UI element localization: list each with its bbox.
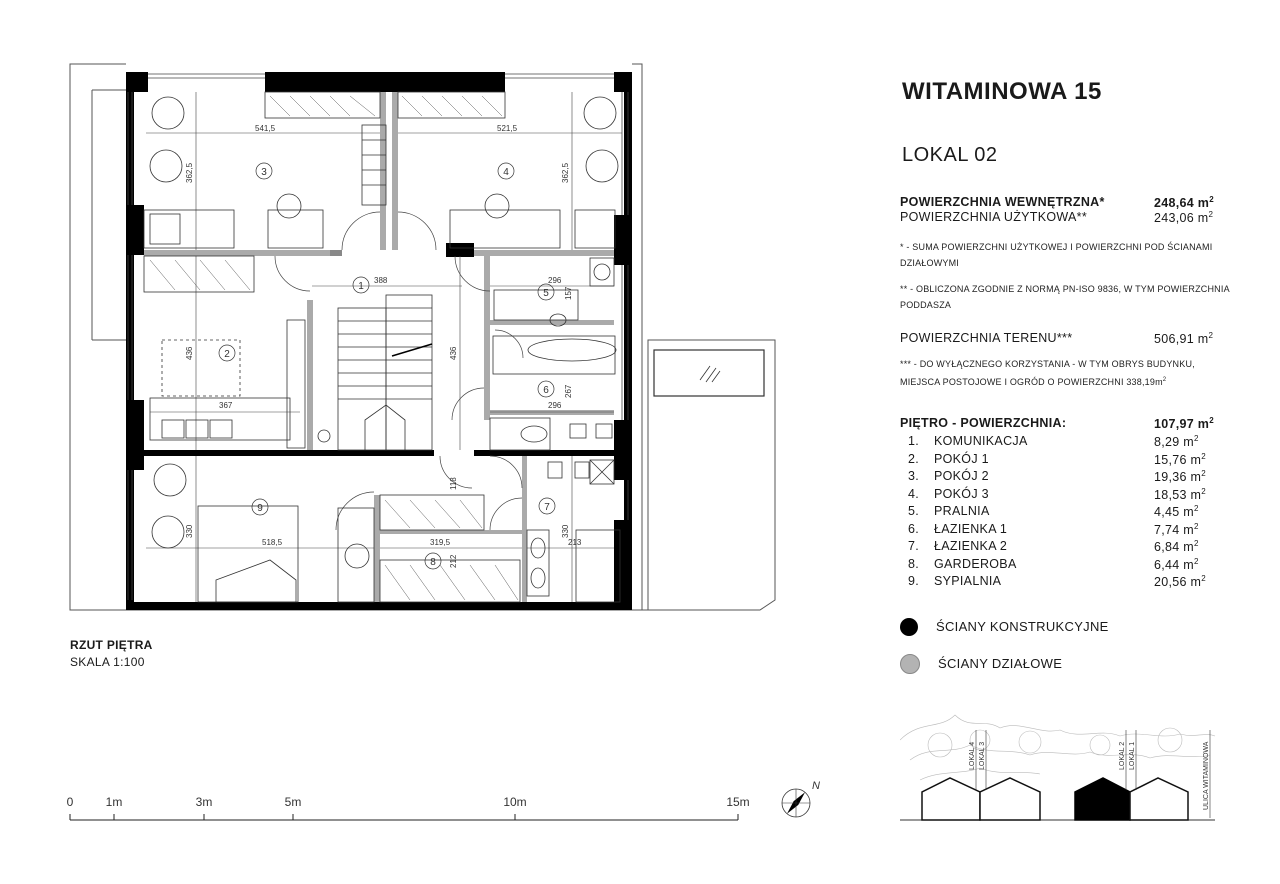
- dimension-label: 330: [185, 524, 194, 538]
- dimension-label: 521,5: [497, 124, 518, 133]
- room-area: 20,56 m: [1154, 575, 1202, 590]
- room-row: 5. PRALNIA 4,45 $m^2$: [908, 504, 1199, 520]
- scale-bar: [67, 795, 750, 820]
- room-number: 1: [358, 281, 364, 292]
- building-lokal-4: [922, 778, 980, 820]
- room-number: 3: [261, 167, 267, 178]
- scale-tick-label: 0: [66, 795, 74, 809]
- unit-title: LOKAL 02: [902, 144, 998, 166]
- room-nr: 7.: [908, 539, 920, 554]
- room-number: 5: [543, 288, 549, 299]
- section-label: LOKAL 2: [1119, 741, 1126, 770]
- room-nr: 6.: [908, 521, 920, 536]
- scale-tick-label: 3m: [195, 795, 213, 809]
- dimension-label: 296: [548, 401, 562, 410]
- room-name: ŁAZIENKA 2: [934, 539, 1008, 554]
- legend-structural-label: ŚCIANY KONSTRUKCYJNE: [936, 619, 1109, 635]
- note-internal: * - SUMA POWIERZCHNI UŻYTKOWEJ I POWIERZCHNI POD ŚCIANAMI DZIAŁOWYMI: [900, 242, 1213, 269]
- building-lokal-3: [980, 778, 1040, 820]
- room-nr: 9.: [908, 574, 920, 589]
- room-area: 15,76 m: [1154, 453, 1202, 468]
- room-name: PRALNIA: [934, 504, 990, 519]
- structural-wall-swatch: [900, 618, 918, 636]
- legend-partition: [900, 654, 1230, 674]
- scale-tick-label: 1m: [105, 795, 123, 809]
- room-row: 2. POKÓJ 1 15,76 $m^2$: [908, 451, 1207, 468]
- room-nr: 8.: [908, 556, 920, 571]
- room-row: 3. POKÓJ 2 19,36 $m^2$: [908, 469, 1207, 485]
- scale-tick-label: 5m: [284, 795, 302, 809]
- dimension-label: 267: [564, 384, 573, 398]
- dimension-label: 212: [449, 554, 458, 568]
- room-markers: [219, 163, 555, 569]
- room-number: 9: [257, 503, 263, 514]
- floor-area-row: PIĘTRO - POWIERZCHNIA: 107,97 $m^2$: [900, 416, 1230, 434]
- partition-wall-swatch: [900, 654, 920, 674]
- room-row: 6. ŁAZIENKA 1 7,74 $m^2$: [908, 521, 1199, 538]
- room-area: 19,36 m: [1154, 470, 1202, 485]
- legend-partition-label: ŚCIANY DZIAŁOWE: [938, 656, 1063, 672]
- room-name: ŁAZIENKA 1: [934, 521, 1008, 536]
- terrain-area-label: POWIERZCHNIA TERENU***: [900, 331, 1073, 346]
- trees-sketch: [900, 715, 1215, 780]
- room-area: 6,44 m: [1154, 558, 1195, 573]
- room-number: 4: [503, 167, 509, 178]
- room-nr: 1.: [908, 434, 920, 449]
- internal-area-value: 248,64 m: [1154, 196, 1210, 211]
- dimension-label: 436: [185, 346, 194, 360]
- room-name: POKÓJ 2: [934, 469, 989, 484]
- floor-area-label: PIĘTRO - POWIERZCHNIA:: [900, 416, 1067, 431]
- room-row: 7. ŁAZIENKA 2 6,84 $m^2$: [908, 539, 1199, 555]
- room-nr: 5.: [908, 504, 920, 519]
- room-area: 4,45 m: [1154, 505, 1195, 520]
- plan-caption-scale: SKALA 1:100: [70, 655, 145, 669]
- room-number: 2: [224, 349, 230, 360]
- compass-icon: [782, 780, 820, 817]
- room-name: KOMUNIKACJA: [934, 434, 1028, 449]
- terrace-outline: [70, 64, 775, 610]
- area-section: [900, 195, 1230, 390]
- room-row: 8. GARDEROBA 6,44 $m^2$: [908, 556, 1199, 573]
- room-area: 7,74 m: [1154, 523, 1195, 538]
- dimension-label: 388: [374, 276, 388, 285]
- room-name: POKÓJ 1: [934, 451, 989, 466]
- plan-caption: [70, 638, 153, 669]
- plan-caption-title: RZUT PIĘTRA: [70, 638, 153, 652]
- project-title: WITAMINOWA 15: [902, 78, 1102, 105]
- usable-area-row: POWIERZCHNIA UŻYTKOWA** 243,06 $m^2$: [900, 210, 1214, 226]
- legend-structural: [900, 618, 1230, 636]
- room-row: 1. KOMUNIKACJA 8,29 $m^2$: [908, 434, 1199, 450]
- note-terrain: *** - DO WYŁĄCZNEGO KORZYSTANIA - W TYM OBRYS BUDYNKU, MIEJSCA POSTOJOWE I OGRÓD O POWIERZCHNI $338,19m^2$: [900, 359, 1195, 388]
- room-area: 6,84 m: [1154, 540, 1195, 555]
- section-label: LOKAL 4: [969, 741, 976, 770]
- scale-tick-label: 15m: [726, 795, 750, 809]
- dimension-label: 319,5: [430, 538, 451, 547]
- room-name: SYPIALNIA: [934, 574, 1002, 589]
- room-number: 6: [543, 385, 549, 396]
- dimension-label: 367: [219, 401, 233, 410]
- room-nr: 3.: [908, 469, 920, 484]
- floor-area-value: 107,97 m: [1154, 417, 1210, 432]
- dimension-label: 436: [449, 346, 458, 360]
- room-number: 8: [430, 557, 436, 568]
- legend: [900, 618, 1230, 674]
- roof-window: [654, 350, 764, 396]
- note-usable: ** - OBLICZONA ZGODNIE Z NORMĄ PN-ISO 9836, W TYM POWIERZCHNIA PODDASZA: [900, 284, 1230, 311]
- dimension-label: 362,5: [185, 162, 194, 183]
- dimension-label: 296: [548, 276, 562, 285]
- building-lokal-2: [1075, 778, 1130, 820]
- room-name: GARDEROBA: [934, 556, 1017, 571]
- room-nr: 4.: [908, 486, 920, 501]
- internal-area-label: POWIERZCHNIA WEWNĘTRZNA*: [900, 195, 1105, 209]
- dimension-label: 157: [564, 286, 573, 300]
- room-list: [900, 434, 1230, 592]
- floor-area-section: [900, 416, 1230, 592]
- dimension-label: 518,5: [262, 538, 283, 547]
- compass-north-label: N: [812, 780, 820, 792]
- dimension-label: 362,5: [561, 162, 570, 183]
- room-row: 4. POKÓJ 3 18,53 $m^2$: [908, 486, 1207, 503]
- room-area: 8,29 m: [1154, 435, 1195, 450]
- building-lokal-1: [1130, 778, 1188, 820]
- room-name: POKÓJ 3: [934, 486, 989, 501]
- dimension-label: 118: [449, 477, 458, 490]
- scale-tick-label: 10m: [503, 795, 527, 809]
- info-panel: [900, 72, 1230, 674]
- internal-area-row: POWIERZCHNIA WEWNĘTRZNA* 248,64 $m^2$: [900, 195, 1214, 211]
- room-number: 7: [544, 502, 550, 513]
- room-row: 9. SYPIALNIA 20,56 $m^2$: [908, 574, 1207, 590]
- room-nr: 2.: [908, 451, 920, 466]
- site-section: [900, 700, 1220, 830]
- closet-hatching: [150, 96, 518, 600]
- usable-area-value: 243,06 m: [1154, 211, 1209, 226]
- section-label: LOKAL 1: [1129, 741, 1136, 770]
- dimension-label: 213: [568, 538, 582, 547]
- terrain-area-value: 506,91 m: [1154, 332, 1209, 347]
- section-label: ULICA WITAMINOWA: [1203, 741, 1210, 810]
- room-area: 18,53 m: [1154, 488, 1202, 503]
- section-label: LOKAL 3: [979, 741, 986, 770]
- dimension-label: 541,5: [255, 124, 276, 133]
- terrain-area-row: POWIERZCHNIA TERENU*** 506,91 $m^2$: [900, 331, 1214, 347]
- usable-area-label: POWIERZCHNIA UŻYTKOWA**: [900, 210, 1088, 225]
- dimension-label: 330: [561, 524, 570, 538]
